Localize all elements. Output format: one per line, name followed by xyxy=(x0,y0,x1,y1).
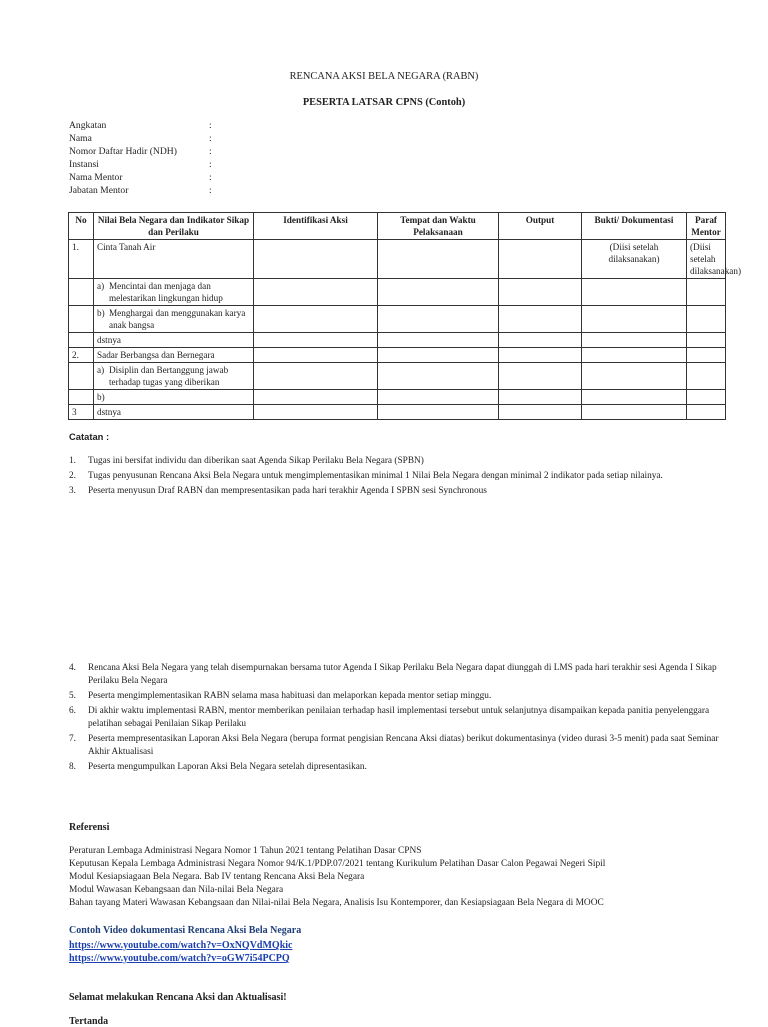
cell-nilai: Cinta Tanah Air xyxy=(94,240,254,279)
cell-empty xyxy=(687,405,726,420)
cell-empty xyxy=(582,363,687,390)
col-header-nilai: Nilai Bela Negara dan Indikator Sikap dan Perilaku xyxy=(94,213,254,240)
identity-row-angkatan xyxy=(69,119,212,132)
list-number: 5. xyxy=(69,691,76,701)
cell-empty xyxy=(378,390,499,405)
cell-empty xyxy=(687,348,726,363)
cell-empty xyxy=(499,405,582,420)
list-number: 1. xyxy=(69,456,76,466)
cell-indikator xyxy=(94,279,254,306)
identity-row-ndh xyxy=(69,145,212,158)
cell-indikator xyxy=(94,363,254,390)
cell-empty xyxy=(254,333,378,348)
cell-empty xyxy=(582,306,687,333)
cell-empty xyxy=(254,306,378,333)
table-row xyxy=(69,279,726,306)
list-number: 3. xyxy=(69,486,76,496)
col-header-paraf: Paraf Mentor xyxy=(687,213,726,240)
col-header-identifikasi: Identifikasi Aksi xyxy=(254,213,378,240)
cell-empty xyxy=(687,390,726,405)
list-text: Tugas ini bersifat individu dan diberikan saat Agenda Sikap Perilaku Bela Negara (SPBN) xyxy=(88,456,424,466)
cell-empty xyxy=(378,279,499,306)
table-header-row xyxy=(69,213,726,240)
cell-empty xyxy=(378,405,499,420)
list-item xyxy=(69,662,719,688)
list-text: Di akhir waktu implementasi RABN, mentor memberikan penilaian terhadap hasil implementasi tersebut untuk selanjutnya disampaikan kepada panitia penyelenggara pelatihan sebagai Penilaian Sikap Perilaku xyxy=(88,706,710,729)
identity-label: Nomor Daftar Hadir (NDH) xyxy=(69,146,177,157)
cell-empty xyxy=(499,240,582,279)
identity-colon: : xyxy=(209,159,212,170)
list-number: 7. xyxy=(69,734,76,744)
list-number: 4. xyxy=(69,663,76,673)
cell-empty xyxy=(69,390,94,405)
cell-empty xyxy=(687,279,726,306)
list-number: 2. xyxy=(69,471,76,481)
cell-empty xyxy=(499,348,582,363)
document-title: RENCANA AKSI BELA NEGARA (RABN) xyxy=(289,71,479,82)
table-row xyxy=(69,363,726,390)
video-link-1[interactable]: https://www.youtube.com/watch?v=OxNQVdMQkic xyxy=(69,940,293,951)
list-item xyxy=(69,690,719,703)
identity-label: Nama xyxy=(69,133,92,144)
identity-colon: : xyxy=(209,146,212,157)
indikator-item xyxy=(97,391,250,403)
identity-colon: : xyxy=(209,120,212,131)
table-row xyxy=(69,348,726,363)
cell-empty xyxy=(254,363,378,390)
catatan-list-part1 xyxy=(69,455,719,500)
cell-indikator xyxy=(94,390,254,405)
indikator-text: Menghargai dan menggunakan karya anak bangsa xyxy=(109,308,246,330)
cell-paraf: (Diisi setelah dilaksanakan) xyxy=(687,240,726,279)
cell-empty xyxy=(69,333,94,348)
referensi-item: Keputusan Kepala Lembaga Administrasi Negara Nomor 94/K.1/PDP.07/2021 tentang Kurikulum Pelatihan Dasar Calon Pegawai Negeri Sipil xyxy=(69,859,606,869)
table-row xyxy=(69,333,726,348)
cell-bukti: (Diisi setelah dilaksanakan) xyxy=(582,240,687,279)
cell-empty xyxy=(499,333,582,348)
table-row xyxy=(69,390,726,405)
list-item xyxy=(69,761,719,774)
col-header-no: No xyxy=(69,213,94,240)
indikator-letter: b) xyxy=(97,308,105,318)
identity-label: Instansi xyxy=(69,159,99,170)
referensi-item: Bahan tayang Materi Wawasan Kebangsaan dan Nilai-nilai Bela Negara, Analisis Isu Kontemporer, dan Kesiapsiagaan Bela Negara di MOOC xyxy=(69,898,604,908)
list-number: 8. xyxy=(69,762,76,772)
col-header-bukti: Bukti/ Dokumentasi xyxy=(582,213,687,240)
identity-row-nama-mentor xyxy=(69,171,212,184)
document-subtitle: PESERTA LATSAR CPNS (Contoh) xyxy=(302,97,466,108)
identity-row-jabatan-mentor xyxy=(69,184,212,197)
video-heading: Contoh Video dokumentasi Rencana Aksi Bela Negara xyxy=(69,925,302,936)
cell-no: 2. xyxy=(69,348,94,363)
list-item xyxy=(69,705,719,731)
identity-row-nama xyxy=(69,132,212,145)
cell-empty xyxy=(69,279,94,306)
list-text: Peserta mengimplementasikan RABN selama masa habituasi dan melaporkan kepada mentor setiap minggu. xyxy=(88,691,492,701)
cell-indikator: dstnya xyxy=(94,333,254,348)
cell-empty xyxy=(254,405,378,420)
list-text: Peserta mempresentasikan Laporan Aksi Bela Negara (berupa format pengisian Rencana Aksi diatas) berikut dokumentasinya (video durasi 3-5 menit) pada saat Seminar Akhir Aktualisasi xyxy=(88,734,719,757)
signature-label: Tertanda xyxy=(69,1016,109,1027)
table-row xyxy=(69,240,726,279)
cell-nilai: Sadar Berbangsa dan Bernegara xyxy=(94,348,254,363)
table-row xyxy=(69,306,726,333)
catatan-list-part2 xyxy=(69,662,719,776)
cell-empty xyxy=(378,333,499,348)
list-text: Rencana Aksi Bela Negara yang telah disempurnakan bersama tutor Agenda I Sikap Perilaku Bela Negara dapat diunggah di LMS pada hari terakhir sesi Agenda I Sikap Perilaku Bela Negara xyxy=(88,663,717,686)
video-link-2[interactable]: https://www.youtube.com/watch?v=oGW7i54PCPQ xyxy=(69,953,290,964)
table-row xyxy=(69,405,726,420)
cell-empty xyxy=(254,390,378,405)
indikator-letter: a) xyxy=(97,365,105,375)
identity-colon: : xyxy=(209,133,212,144)
identity-fields xyxy=(69,119,212,197)
rabn-table xyxy=(68,212,742,420)
cell-empty xyxy=(499,363,582,390)
cell-empty xyxy=(378,363,499,390)
cell-empty xyxy=(582,348,687,363)
cell-empty xyxy=(582,390,687,405)
col-header-tempat: Tempat dan Waktu Pelaksanaan xyxy=(378,213,499,240)
list-item xyxy=(69,733,719,759)
cell-nilai: dstnya xyxy=(94,405,254,420)
cell-empty xyxy=(582,333,687,348)
list-number: 6. xyxy=(69,706,76,716)
indikator-letter: a) xyxy=(97,281,105,291)
cell-empty xyxy=(687,306,726,333)
cell-empty xyxy=(378,240,499,279)
list-item xyxy=(69,485,719,498)
video-links xyxy=(69,939,292,965)
referensi-item: Modul Wawasan Kebangsaan dan Nila-nilai Bela Negara xyxy=(69,885,284,895)
cell-empty xyxy=(254,348,378,363)
cell-empty xyxy=(378,348,499,363)
identity-colon: : xyxy=(209,172,212,183)
cell-empty xyxy=(499,279,582,306)
cell-empty xyxy=(254,240,378,279)
cell-empty xyxy=(378,306,499,333)
list-text: Peserta menyusun Draf RABN dan mempresentasikan pada hari terakhir Agenda I SPBN sesi Synchronous xyxy=(88,486,487,496)
referensi-item: Modul Kesiapsiagaan Bela Negara. Bab IV tentang Rencana Aksi Bela Negara xyxy=(69,872,365,882)
identity-row-instansi xyxy=(69,158,212,171)
list-item xyxy=(69,470,719,483)
identity-label: Angkatan xyxy=(69,120,107,131)
cell-empty xyxy=(687,363,726,390)
referensi-item: Peraturan Lembaga Administrasi Negara Nomor 1 Tahun 2021 tentang Pelatihan Dasar CPNS xyxy=(69,846,422,856)
indikator-item xyxy=(97,307,250,331)
referensi-heading: Referensi xyxy=(69,822,110,833)
cell-no: 1. xyxy=(69,240,94,279)
identity-label: Nama Mentor xyxy=(69,172,123,183)
catatan-heading: Catatan : xyxy=(69,431,110,442)
cell-empty xyxy=(69,306,94,333)
identity-colon: : xyxy=(209,185,212,196)
list-text: Tugas penyusunan Rencana Aksi Bela Negara untuk mengimplementasikan minimal 1 Nilai Bela Negara dengan minimal 2 indikator pada setiap nilainya. xyxy=(88,471,663,481)
cell-empty xyxy=(687,333,726,348)
indikator-text: Disiplin dan Bertanggung jawab terhadap tugas yang diberikan xyxy=(109,365,229,387)
cell-empty xyxy=(582,279,687,306)
cell-empty xyxy=(582,405,687,420)
cell-indikator xyxy=(94,306,254,333)
cell-no: 3 xyxy=(69,405,94,420)
cell-empty xyxy=(499,390,582,405)
cell-empty xyxy=(69,363,94,390)
cell-empty xyxy=(499,306,582,333)
closing-message: Selamat melakukan Rencana Aksi dan Aktualisasi! xyxy=(69,992,287,1003)
indikator-text: Mencintai dan menjaga dan melestarikan lingkungan hidup xyxy=(109,281,223,303)
identity-label: Jabatan Mentor xyxy=(69,185,129,196)
referensi-list xyxy=(69,845,729,910)
indikator-item xyxy=(97,280,250,304)
cell-empty xyxy=(254,279,378,306)
list-item xyxy=(69,455,719,468)
indikator-item xyxy=(97,364,250,388)
indikator-letter: b) xyxy=(97,392,105,402)
col-header-output: Output xyxy=(499,213,582,240)
list-text: Peserta mengumpulkan Laporan Aksi Bela Negara setelah dipresentasikan. xyxy=(88,762,367,772)
